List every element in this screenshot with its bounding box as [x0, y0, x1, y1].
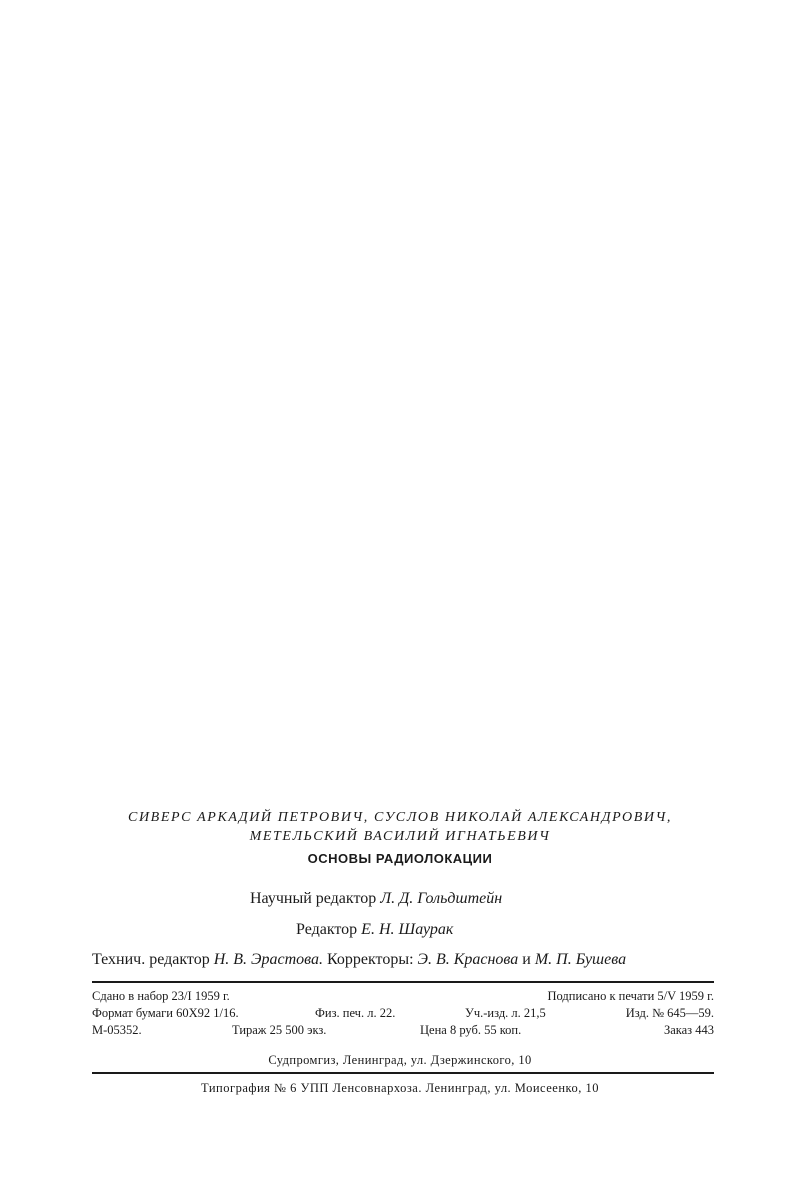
proofreaders-conjunction: и — [522, 951, 531, 968]
scientific-editor-role: Научный редактор — [250, 890, 377, 907]
top-rule-divider — [92, 981, 714, 983]
editor-name: Е. Н. Шаурак — [361, 921, 454, 938]
proofreaders-role: Корректоры: — [327, 951, 414, 968]
scientific-editor-credit — [250, 890, 502, 908]
proofreader-2-name: М. П. Бушева — [534, 951, 627, 968]
editor-role: Редактор — [296, 921, 358, 938]
editor-credit — [296, 921, 453, 939]
tech-editor-role: Технич. редактор — [92, 951, 210, 968]
scientific-editor-name: Л. Д. Гольдштейн — [380, 890, 503, 907]
price: Цена 8 руб. 55 коп. — [420, 1023, 522, 1037]
bottom-rule-divider — [92, 1072, 714, 1074]
book-title: ОСНОВЫ РАДИОЛОКАЦИИ — [307, 851, 493, 866]
order-number: Заказ 443 — [663, 1023, 714, 1037]
code-number: М-05352. — [92, 1023, 142, 1037]
publication-number: Изд. № 645—59. — [625, 1006, 714, 1020]
physical-sheets: Физ. печ. л. 22. — [315, 1006, 396, 1020]
proofreader-1-name: Э. В. Краснова — [417, 951, 519, 968]
set-date: Сдано в набор 23/I 1959 г. — [92, 989, 230, 1003]
tech-editor-name: Н. В. Эрастова. — [213, 951, 323, 968]
print-run: Тираж 25 500 экз. — [232, 1023, 327, 1037]
publisher-address: Судпромгиз, Ленинград, ул. Дзержинского, 10 — [268, 1053, 532, 1067]
printing-house-address: Типография № 6 УПП Ленсовнархоза. Ленинград, ул. Моисеенко, 10 — [201, 1081, 599, 1095]
authors-line-2: МЕТЕЛЬСКИЙ ВАСИЛИЙ ИГНАТЬЕВИЧ — [249, 829, 551, 844]
authors-line-1: СИВЕРС АРКАДИЙ ПЕТРОВИЧ, СУСЛОВ НИКОЛАЙ АЛЕКСАНДРОВИЧ, — [128, 810, 672, 825]
editorial-sheets: Уч.-изд. л. 21,5 — [465, 1006, 546, 1020]
authors-block — [0, 808, 800, 846]
tech-editor-and-proofreaders-credit — [92, 951, 626, 969]
paper-format: Формат бумаги 60X92 1/16. — [92, 1006, 239, 1020]
signed-date: Подписано к печати 5/V 1959 г. — [547, 989, 714, 1003]
